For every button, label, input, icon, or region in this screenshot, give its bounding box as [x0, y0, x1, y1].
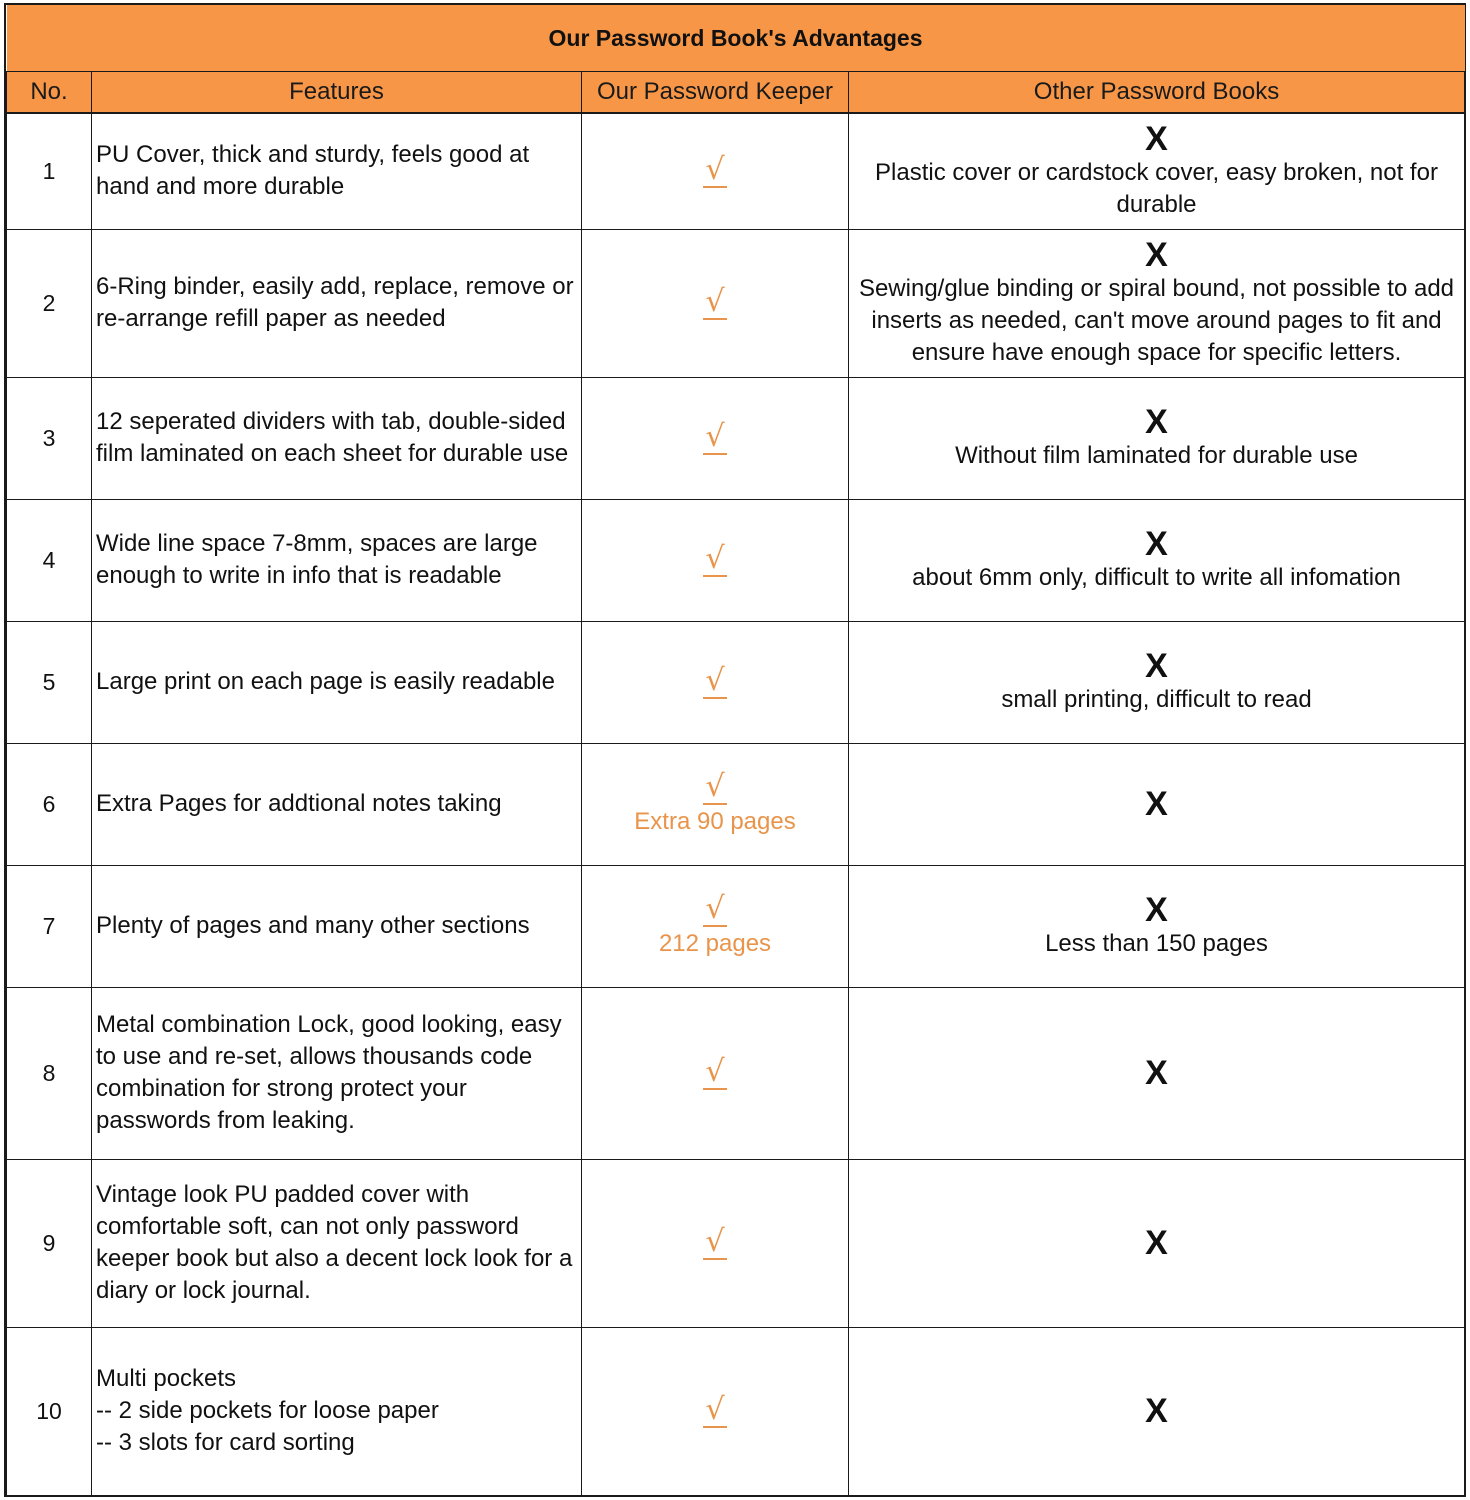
our-keeper-note: 212 pages — [658, 929, 772, 957]
cross-icon: X — [1145, 525, 1168, 563]
other-books-note: Plastic cover or cardstock cover, easy broken, not for durable — [875, 159, 1438, 219]
table-row — [7, 743, 1465, 865]
table-row — [7, 377, 1465, 499]
other-books-note: Sewing/glue binding or spiral bound, not possible to add inserts as needed, can't move around pages to fit and ensure have enough space for specific letters. — [858, 275, 1455, 366]
other-books-note: small printing, difficult to read — [1001, 686, 1312, 713]
other-books-cell — [849, 113, 1465, 229]
feature-line: -- 2 side pockets for loose paper — [96, 1397, 439, 1424]
our-keeper-cell — [582, 377, 849, 499]
feature-cell: Wide line space 7-8mm, spaces are large enough to write in info that is readable — [92, 499, 582, 621]
feature-line: -- 3 slots for card sorting — [96, 1429, 355, 1456]
column-header-no: No. — [7, 72, 92, 114]
our-keeper-cell — [582, 621, 849, 743]
table-row — [7, 499, 1465, 621]
cross-icon: X — [1145, 403, 1168, 441]
feature-line: Multi pockets — [96, 1365, 237, 1392]
row-number: 9 — [7, 1159, 92, 1327]
checkmark-icon: √ — [705, 418, 725, 454]
row-number: 2 — [7, 229, 92, 377]
our-keeper-cell — [582, 987, 849, 1159]
checkmark-icon: √ — [705, 283, 725, 319]
feature-cell — [92, 1327, 582, 1495]
checkmark-icon: √ — [705, 1391, 725, 1427]
table-row — [7, 229, 1465, 377]
cross-icon: X — [1145, 1224, 1168, 1262]
cross-icon: X — [1145, 891, 1168, 929]
checkmark-icon: √ — [705, 768, 725, 804]
feature-cell: PU Cover, thick and sturdy, feels good at hand and more durable — [92, 113, 582, 229]
other-books-cell — [849, 377, 1465, 499]
feature-cell: Metal combination Lock, good looking, easy to use and re-set, allows thousands code combination for strong protect your passwords from leaking. — [92, 987, 582, 1159]
our-keeper-cell — [582, 1159, 849, 1327]
cross-icon: X — [1145, 785, 1168, 823]
table-row — [7, 987, 1465, 1159]
other-books-cell — [849, 499, 1465, 621]
row-number: 10 — [7, 1327, 92, 1495]
other-books-cell — [849, 987, 1465, 1159]
our-keeper-cell — [582, 499, 849, 621]
other-books-cell — [849, 621, 1465, 743]
column-header-other: Other Password Books — [849, 72, 1465, 114]
column-header-features: Features — [92, 72, 582, 114]
feature-cell: 12 seperated dividers with tab, double-sided film laminated on each sheet for durable use — [92, 377, 582, 499]
table-title: Our Password Book's Advantages — [7, 5, 1465, 72]
row-number: 6 — [7, 743, 92, 865]
our-keeper-cell — [582, 1327, 849, 1495]
checkmark-icon: √ — [705, 540, 725, 576]
cross-icon: X — [1145, 647, 1168, 685]
other-books-note: Less than 150 pages — [1045, 930, 1268, 957]
feature-cell: 6-Ring binder, easily add, replace, remove or re-arrange refill paper as needed — [92, 229, 582, 377]
our-keeper-note: Extra 90 pages — [634, 807, 796, 835]
checkmark-icon: √ — [705, 1223, 725, 1259]
table-row — [7, 1327, 1465, 1495]
table-row — [7, 113, 1465, 229]
feature-cell: Plenty of pages and many other sections — [92, 865, 582, 987]
row-number: 3 — [7, 377, 92, 499]
cross-icon: X — [1145, 1054, 1168, 1092]
comparison-sheet — [4, 3, 1466, 1497]
column-header-ours: Our Password Keeper — [582, 72, 849, 114]
table-row — [7, 865, 1465, 987]
row-number: 4 — [7, 499, 92, 621]
feature-cell: Large print on each page is easily readable — [92, 621, 582, 743]
our-keeper-cell — [582, 229, 849, 377]
row-number: 8 — [7, 987, 92, 1159]
feature-cell: Extra Pages for addtional notes taking — [92, 743, 582, 865]
table-row — [7, 1159, 1465, 1327]
checkmark-icon: √ — [705, 1053, 725, 1089]
other-books-cell — [849, 1159, 1465, 1327]
comparison-table — [6, 5, 1465, 1496]
header-row — [7, 72, 1465, 114]
row-number: 7 — [7, 865, 92, 987]
our-keeper-cell — [582, 743, 849, 865]
other-books-cell — [849, 229, 1465, 377]
row-number: 5 — [7, 621, 92, 743]
table-body — [7, 113, 1465, 1495]
row-number: 1 — [7, 113, 92, 229]
cross-icon: X — [1145, 120, 1168, 159]
checkmark-icon: √ — [705, 151, 725, 187]
table-row — [7, 621, 1465, 743]
other-books-cell — [849, 865, 1465, 987]
our-keeper-cell — [582, 865, 849, 987]
checkmark-icon: √ — [705, 662, 725, 698]
cross-icon: X — [1145, 236, 1168, 274]
other-books-note: Without film laminated for durable use — [955, 442, 1358, 469]
other-books-cell — [849, 743, 1465, 865]
title-row — [7, 5, 1465, 72]
cross-icon: X — [1145, 1392, 1168, 1430]
other-books-note: about 6mm only, difficult to write all infomation — [912, 564, 1401, 591]
checkmark-icon: √ — [705, 890, 725, 926]
feature-cell: Vintage look PU padded cover with comfortable soft, can not only password keeper book but also a decent lock look for a diary or lock journal. — [92, 1159, 582, 1327]
our-keeper-cell — [582, 113, 849, 229]
other-books-cell — [849, 1327, 1465, 1495]
